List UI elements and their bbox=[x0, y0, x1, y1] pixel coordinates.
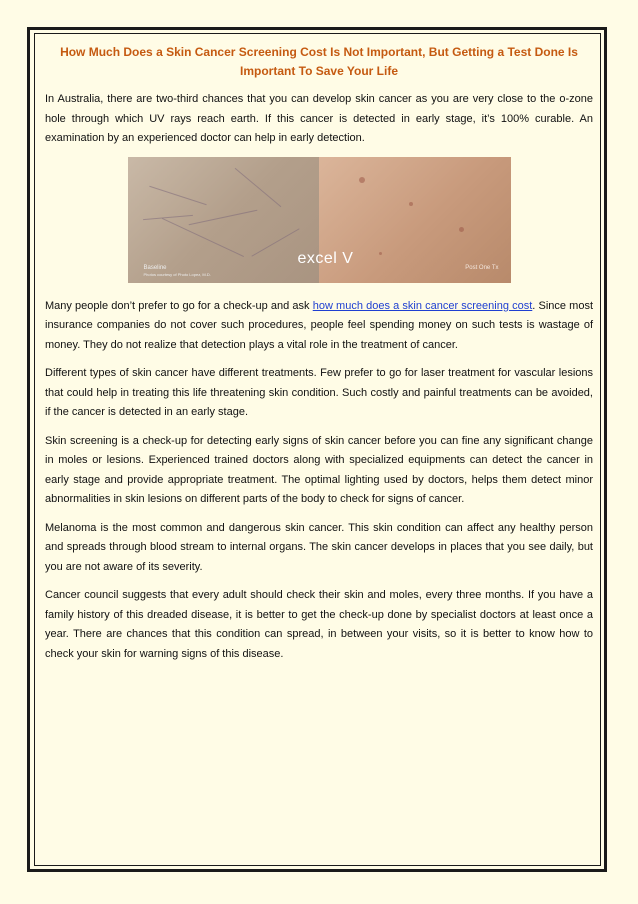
excelv-logo: excel V bbox=[297, 249, 354, 267]
baseline-caption: Baseline bbox=[143, 264, 167, 271]
photo-credit: Photos courtesy of Photo Lopez, M.D. bbox=[143, 271, 211, 277]
paragraph-1: In Australia, there are two-third chances that you can develop skin cancer as you are very close to the o-zone hole through which UV rays reach earth. If this cancer is detected in early stage, it’s 100% curable. An examination by an experienced doctor can help in early detection. bbox=[45, 93, 593, 144]
paragraph-5: Melanoma is the most common and dangerous skin cancer. This skin condition can affect any healthy person and spreads through blood stream to internal organs. The skin cancer develops in places that you see daily, but you are not aware of its severity. bbox=[45, 521, 593, 573]
document-body bbox=[45, 43, 593, 664]
paragraph-6: Cancer council suggests that every adult should check their skin and moles, every three months. If you have a family history of this dreaded disease, it is better to get the check-up done by specialist doctors at least once a year. There are chances that this condition can spread, in between your visits, so it is better to know how to check your skin for warning signs of this disease. bbox=[45, 589, 593, 660]
paragraph-2 bbox=[45, 297, 593, 356]
page-title: How Much Does a Skin Cancer Screening Cost Is Not Important, But Getting a Test Done Is Important To Save Your Life bbox=[60, 45, 578, 78]
paragraph-2-text-a: Many people don’t prefer to go for a check-up and ask bbox=[45, 299, 313, 312]
before-after-photo bbox=[128, 157, 511, 283]
paragraph-3: Different types of skin cancer have different treatments. Few prefer to go for laser treatment for vascular lesions that could help in treating this life threatening skin condition. Such costly and painful treatments can be avoided, if the cancer is detected in an early stage. bbox=[45, 367, 593, 418]
post-treatment-caption: Post One Tx bbox=[465, 264, 499, 271]
screening-cost-link[interactable]: how much does a skin cancer screening cost bbox=[312, 299, 533, 312]
paragraph-2-text-b: . Since most insurance companies do not cover such procedures, people feel spending money on such tests is wastage of money. They do not realize that detection plays a vital role in the treatment of cancer. bbox=[45, 299, 593, 351]
baseline-photo bbox=[128, 157, 320, 283]
paragraph-4: Skin screening is a check-up for detecting early signs of skin cancer before you can fine any significant change in moles or lesions. Experienced trained doctors along with specialized equipments can detect the cancer in early stage and provide appropriate treatment. The optimal lighting used by doctors, helps them detect minor abnormalities in skin lesions on different parts of the body to check for signs of cancer. bbox=[45, 434, 593, 505]
